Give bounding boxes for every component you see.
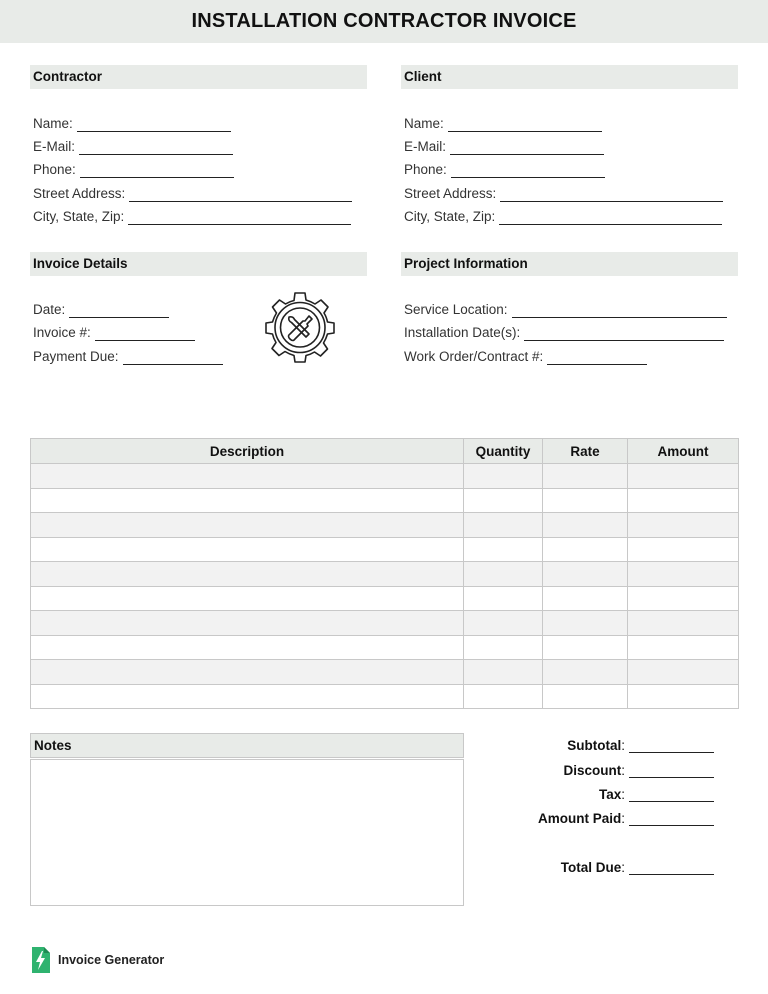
fill-line[interactable]	[129, 189, 352, 202]
lightning-bolt-icon	[30, 947, 50, 973]
gear-wrench-icon	[262, 289, 338, 365]
brand-name: Invoice Generator	[58, 953, 165, 967]
quantity-cell[interactable]	[464, 464, 543, 489]
contractor-email-field[interactable]	[33, 139, 233, 155]
fill-line[interactable]	[123, 352, 223, 365]
subtotal-field[interactable]: Subtotal :	[567, 738, 714, 753]
table-row	[31, 660, 739, 685]
fill-line[interactable]	[69, 305, 169, 318]
rate-cell[interactable]	[543, 660, 628, 685]
table-row	[31, 611, 739, 636]
field-label: E-Mail:	[33, 139, 76, 154]
fill-line[interactable]	[450, 142, 604, 155]
total-label: Amount Paid	[537, 811, 622, 826]
line-items-table	[30, 438, 739, 709]
quantity-cell[interactable]	[464, 635, 543, 660]
field-label: Phone:	[33, 162, 76, 177]
field-label: City, State, Zip:	[404, 209, 496, 224]
table-row	[31, 684, 739, 709]
description-cell[interactable]	[31, 635, 464, 660]
total-label: Subtotal	[567, 738, 622, 753]
amount-cell[interactable]	[628, 562, 739, 587]
discount-field[interactable]: Discount :	[563, 763, 714, 778]
fill-line[interactable]	[629, 740, 714, 753]
table-row	[31, 586, 739, 611]
quantity-cell[interactable]	[464, 537, 543, 562]
amount-cell[interactable]	[628, 660, 739, 685]
invoice-date-field[interactable]	[33, 302, 169, 318]
fill-line[interactable]	[547, 352, 647, 365]
fill-line[interactable]	[448, 119, 602, 132]
field-label: City, State, Zip:	[33, 209, 125, 224]
table-row	[31, 464, 739, 489]
column-header-quantity: Quantity	[464, 439, 543, 464]
total-label: Total Due	[560, 860, 622, 875]
column-header-description: Description	[31, 439, 464, 464]
installation-dates-field[interactable]	[404, 325, 724, 341]
quantity-cell[interactable]	[464, 513, 543, 538]
field-label: Date:	[33, 302, 66, 317]
amount-cell[interactable]	[628, 635, 739, 660]
table-row	[31, 635, 739, 660]
payment-due-field[interactable]	[33, 349, 223, 365]
contractor-heading: Contractor	[30, 65, 367, 89]
rate-cell[interactable]	[543, 562, 628, 587]
amount-cell[interactable]	[628, 513, 739, 538]
contractor-phone-field[interactable]	[33, 162, 234, 178]
amount-cell[interactable]	[628, 488, 739, 513]
description-cell[interactable]	[31, 562, 464, 587]
table-header-row	[31, 439, 739, 464]
rate-cell[interactable]	[543, 488, 628, 513]
client-phone-field[interactable]	[404, 162, 605, 178]
amount-cell[interactable]	[628, 464, 739, 489]
rate-cell[interactable]	[543, 464, 628, 489]
field-label: Name:	[33, 116, 73, 131]
tax-field[interactable]: Tax :	[599, 787, 714, 802]
description-cell[interactable]	[31, 488, 464, 513]
field-label: Street Address:	[404, 186, 497, 201]
fill-line[interactable]	[524, 328, 724, 341]
rate-cell[interactable]	[543, 586, 628, 611]
description-cell[interactable]	[31, 660, 464, 685]
field-label: E-Mail:	[404, 139, 447, 154]
quantity-cell[interactable]	[464, 684, 543, 709]
client-street-field[interactable]	[404, 186, 723, 202]
field-label: Invoice #:	[33, 325, 91, 340]
fill-line[interactable]	[451, 165, 605, 178]
table-row	[31, 488, 739, 513]
amount-cell[interactable]	[628, 537, 739, 562]
work-order-field[interactable]	[404, 349, 647, 365]
service-location-field[interactable]	[404, 302, 727, 318]
fill-line[interactable]	[629, 862, 714, 875]
description-cell[interactable]	[31, 537, 464, 562]
fill-line[interactable]	[80, 165, 234, 178]
notes-box[interactable]	[30, 759, 464, 906]
description-cell[interactable]	[31, 611, 464, 636]
field-label: Name:	[404, 116, 444, 131]
amount-cell[interactable]	[628, 684, 739, 709]
quantity-cell[interactable]	[464, 586, 543, 611]
invoice-number-field[interactable]	[33, 325, 195, 341]
rate-cell[interactable]	[543, 684, 628, 709]
rate-cell[interactable]	[543, 513, 628, 538]
fill-line[interactable]	[629, 765, 714, 778]
amount-cell[interactable]	[628, 611, 739, 636]
contractor-name-field[interactable]	[33, 116, 231, 132]
quantity-cell[interactable]	[464, 611, 543, 636]
rate-cell[interactable]	[543, 537, 628, 562]
client-email-field[interactable]	[404, 139, 604, 155]
amount-paid-field[interactable]: Amount Paid :	[538, 811, 714, 826]
client-city-field[interactable]	[404, 209, 722, 225]
total-label: Tax	[598, 787, 622, 802]
description-cell[interactable]	[31, 464, 464, 489]
fill-line[interactable]	[128, 212, 351, 225]
total-label: Discount	[563, 763, 622, 778]
quantity-cell[interactable]	[464, 488, 543, 513]
contractor-street-field[interactable]	[33, 186, 352, 202]
fill-line[interactable]	[499, 212, 722, 225]
invoice-title: INSTALLATION CONTRACTOR INVOICE	[191, 10, 577, 32]
fill-line[interactable]	[77, 119, 231, 132]
notes-heading: Notes	[30, 733, 464, 758]
field-label: Phone:	[404, 162, 447, 177]
fill-line[interactable]	[79, 142, 233, 155]
brand-footer[interactable]	[30, 947, 164, 973]
fill-line[interactable]	[512, 305, 727, 318]
quantity-cell[interactable]	[464, 562, 543, 587]
fill-line[interactable]	[629, 789, 714, 802]
field-label: Service Location:	[404, 302, 508, 317]
invoice-details-heading: Invoice Details	[30, 252, 367, 276]
title-bar	[0, 0, 768, 43]
description-cell[interactable]	[31, 684, 464, 709]
table-row	[31, 513, 739, 538]
fill-line[interactable]	[629, 813, 714, 826]
quantity-cell[interactable]	[464, 660, 543, 685]
column-header-amount: Amount	[628, 439, 739, 464]
amount-cell[interactable]	[628, 586, 739, 611]
field-label: Payment Due:	[33, 349, 119, 364]
table-row	[31, 562, 739, 587]
project-info-heading: Project Information	[401, 252, 738, 276]
field-label: Street Address:	[33, 186, 126, 201]
rate-cell[interactable]	[543, 635, 628, 660]
total-due-field[interactable]: Total Due :	[561, 860, 714, 875]
client-name-field[interactable]	[404, 116, 602, 132]
client-heading: Client	[401, 65, 738, 89]
fill-line[interactable]	[95, 328, 195, 341]
fill-line[interactable]	[500, 189, 723, 202]
table-row	[31, 537, 739, 562]
description-cell[interactable]	[31, 586, 464, 611]
contractor-city-field[interactable]	[33, 209, 351, 225]
field-label: Work Order/Contract #:	[404, 349, 544, 364]
column-header-rate: Rate	[543, 439, 628, 464]
description-cell[interactable]	[31, 513, 464, 538]
field-label: Installation Date(s):	[404, 325, 521, 340]
rate-cell[interactable]	[543, 611, 628, 636]
